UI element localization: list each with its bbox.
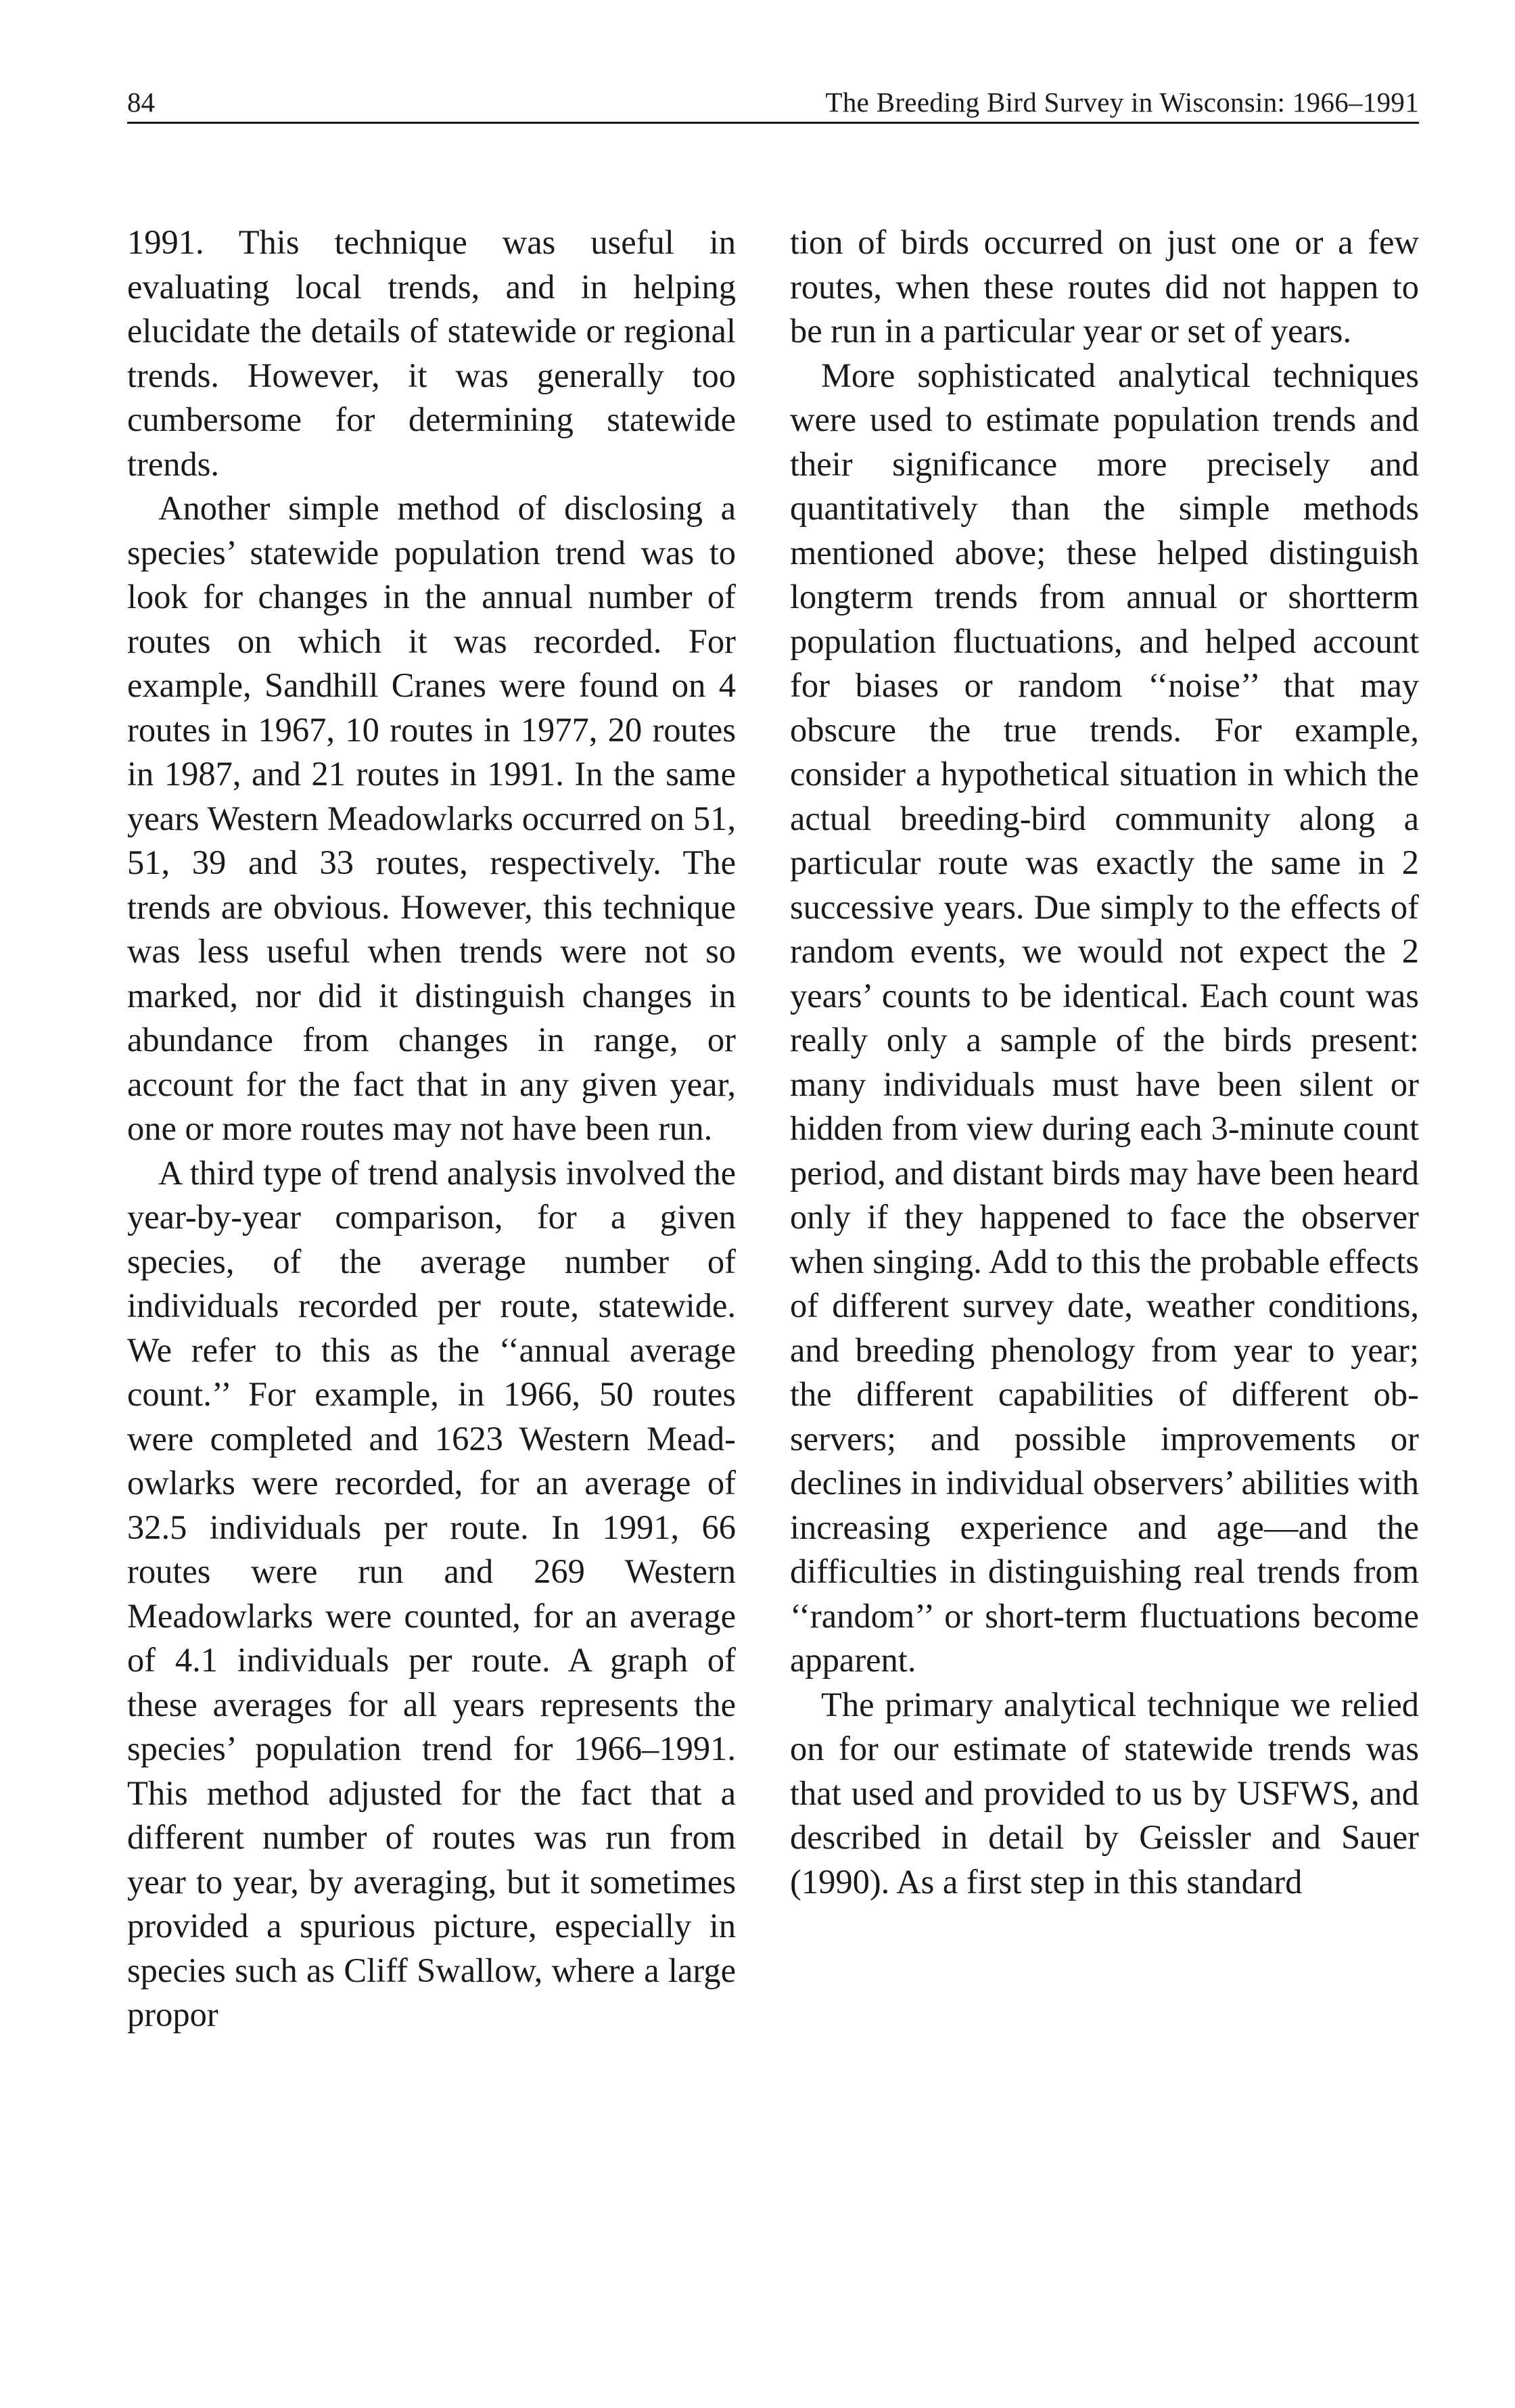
running-title: The Breeding Bird Survey in Wisconsin: 1966–1991 <box>825 87 1419 118</box>
right-paragraph-3: The primary analytical technique we relied on for our estimate of statewide trends was that used and provided to us by USFWS, and described in detail by Geissler and Sauer (1990). As a first step in this standard <box>790 1685 1419 1901</box>
right-column <box>790 221 1419 1904</box>
left-paragraph-1: 1991. This technique was useful in evaluating local trends, and in helping elucidate the details of statewide or regional trends. However, it was generally too cumbersome for determining statewide trends. <box>127 223 736 483</box>
left-column <box>127 221 736 2037</box>
left-paragraph-3: A third type of trend analysis involved the year-by-year comparison, for a given species, of the average number of individuals recorded per route, statewide. We refer to this as the ‘‘annual average count.’’ For example, in 1966, 50 routes were completed and 1623 Western Meadowlarks were recorded, for an average of 32.5 individuals per route. In 1991, 66 routes were run and 269 Western Meadowlarks were counted, for an average of 4.1 individuals per route. A graph of these averages for all years represents the species’ population trend for 1966–1991. This method adjusted for the fact that a different number of routes was run from year to year, by averaging, but it sometimes provided a spurious picture, especially in species such as Cliff Swallow, where a large propor <box>127 1153 736 2033</box>
right-paragraph-1: tion of birds occurred on just one or a few routes, when these routes did not happen to be run in a particular year or set of years. <box>790 223 1419 350</box>
right-paragraph-2: More sophisticated analytical techniques were used to estimate population trends and their significance more precisely and quantitatively than the simple methods mentioned above; these helped distinguish longterm trends from annual or shortterm population fluctuations, and helped account for biases or random ‘‘noise’’ that may obscure the true trends. For example, consider a hypothetical situation in which the actual breeding-bird community along a particular route was exactly the same in 2 successive years. Due simply to the effects of random events, we would not expect the 2 years’ counts to be identical. Each count was really only a sample of the birds present: many individuals must have been silent or hidden from view during each 3-minute count period, and distant birds may have been heard only if they happened to face the observer when singing. Add to this the probable effects of different survey date, weather conditions, and breeding phenology from year to year; the different capabilities of different observers; and possible improvements or declines in individual observers’ abilities with increasing experience and age—and the difficulties in distinguishing real trends from ‘‘random’’ or short-term fluctuations become apparent. <box>790 356 1419 1679</box>
page-header <box>127 80 1419 124</box>
page-number: 84 <box>127 87 155 118</box>
left-paragraph-2: Another simple method of disclosing a species’ statewide population trend was to look for changes in the annual number of routes on which it was recorded. For example, Sandhill Cranes were found on 4 routes in 1967, 10 routes in 1977, 20 routes in 1987, and 21 routes in 1991. In the same years Western Meadowlarks occurred on 51, 51, 39 and 33 routes, respectively. The trends are obvious. However, this technique was less useful when trends were not so marked, nor did it distinguish changes in abundance from changes in range, or account for the fact that in any given year, one or more routes may not have been run. <box>127 489 736 1147</box>
